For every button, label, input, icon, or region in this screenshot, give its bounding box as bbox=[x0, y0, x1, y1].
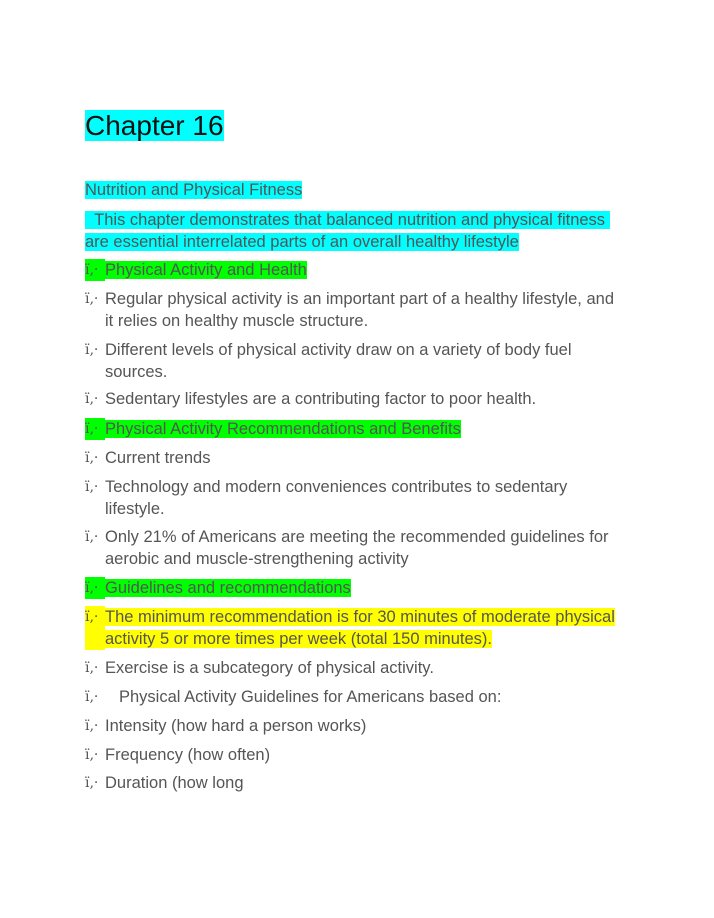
list-item bbox=[85, 526, 625, 570]
bullet-glyph: ï‚· bbox=[85, 342, 99, 358]
list-item-text: Physical Activity Recommendations and Benefits bbox=[105, 420, 461, 438]
list-item-text: Intensity (how hard a person works) bbox=[105, 717, 367, 735]
list-item-text: Current trends bbox=[105, 449, 211, 467]
bullet-glyph: ï‚· bbox=[85, 689, 99, 705]
list-item-text: Guidelines and recommendations bbox=[105, 579, 351, 597]
list-item bbox=[85, 744, 625, 766]
title-text: Chapter 16 bbox=[85, 110, 224, 141]
list-item-heading bbox=[85, 577, 625, 599]
page-title bbox=[85, 109, 224, 143]
bullet-glyph: ï‚· bbox=[85, 718, 99, 734]
list-item-text: The minimum recommendation is for 30 minutes of moderate physical activity 5 or more times per week (total 150 minutes). bbox=[105, 608, 615, 648]
chapter-intro bbox=[85, 209, 625, 253]
list-item-text: Only 21% of Americans are meeting the recommended guidelines for aerobic and muscle-strengthening activity bbox=[105, 528, 609, 568]
list-item-text: Technology and modern conveniences contributes to sedentary lifestyle. bbox=[105, 478, 568, 518]
list-item bbox=[85, 715, 625, 737]
list-item bbox=[85, 288, 625, 332]
list-item-text: Physical Activity Guidelines for Americans based on: bbox=[119, 688, 502, 706]
list-item bbox=[85, 339, 625, 383]
list-item bbox=[85, 447, 625, 469]
list-item bbox=[85, 476, 625, 520]
bullet-glyph: ï‚· bbox=[85, 259, 105, 281]
list-item-text: Physical Activity and Health bbox=[105, 261, 307, 279]
list-item-heading bbox=[85, 418, 625, 440]
list-item-text: Frequency (how often) bbox=[105, 746, 271, 764]
list-item bbox=[85, 388, 625, 410]
bullet-glyph: ï‚· bbox=[85, 291, 99, 307]
chapter-subtitle bbox=[85, 180, 302, 201]
list-item-heading bbox=[85, 259, 625, 281]
bullet-glyph: ï‚· bbox=[85, 577, 105, 599]
bullet-glyph: ï‚· bbox=[85, 418, 105, 440]
bullet-glyph: ï‚· bbox=[85, 391, 99, 407]
list-item-text: Sedentary lifestyles are a contributing factor to poor health. bbox=[105, 390, 537, 408]
bullet-glyph: ï‚· bbox=[85, 775, 99, 791]
bullet-glyph: ï‚· bbox=[85, 606, 105, 650]
list-item-text: Different levels of physical activity draw on a variety of body fuel sources. bbox=[105, 341, 572, 381]
list-item bbox=[85, 772, 625, 794]
bullet-glyph: ï‚· bbox=[85, 479, 99, 495]
list-item bbox=[85, 686, 625, 708]
bullet-glyph: ï‚· bbox=[85, 660, 99, 676]
subtitle-text: Nutrition and Physical Fitness bbox=[85, 181, 303, 199]
list-item-text: Exercise is a subcategory of physical activity. bbox=[105, 659, 434, 677]
list-item-highlighted bbox=[85, 606, 625, 650]
bullet-glyph: ï‚· bbox=[85, 529, 99, 545]
bullet-glyph: ï‚· bbox=[85, 747, 99, 763]
intro-text: This chapter demonstrates that balanced nutrition and physical fitness are essential interrelated parts of an overall healthy lifestyle bbox=[85, 211, 610, 251]
list-item bbox=[85, 657, 625, 679]
list-item-text: Duration (how long bbox=[105, 774, 244, 792]
bullet-glyph: ï‚· bbox=[85, 450, 99, 466]
list-item-text: Regular physical activity is an important part of a healthy lifestyle, and it relies on healthy muscle structure. bbox=[105, 290, 615, 330]
